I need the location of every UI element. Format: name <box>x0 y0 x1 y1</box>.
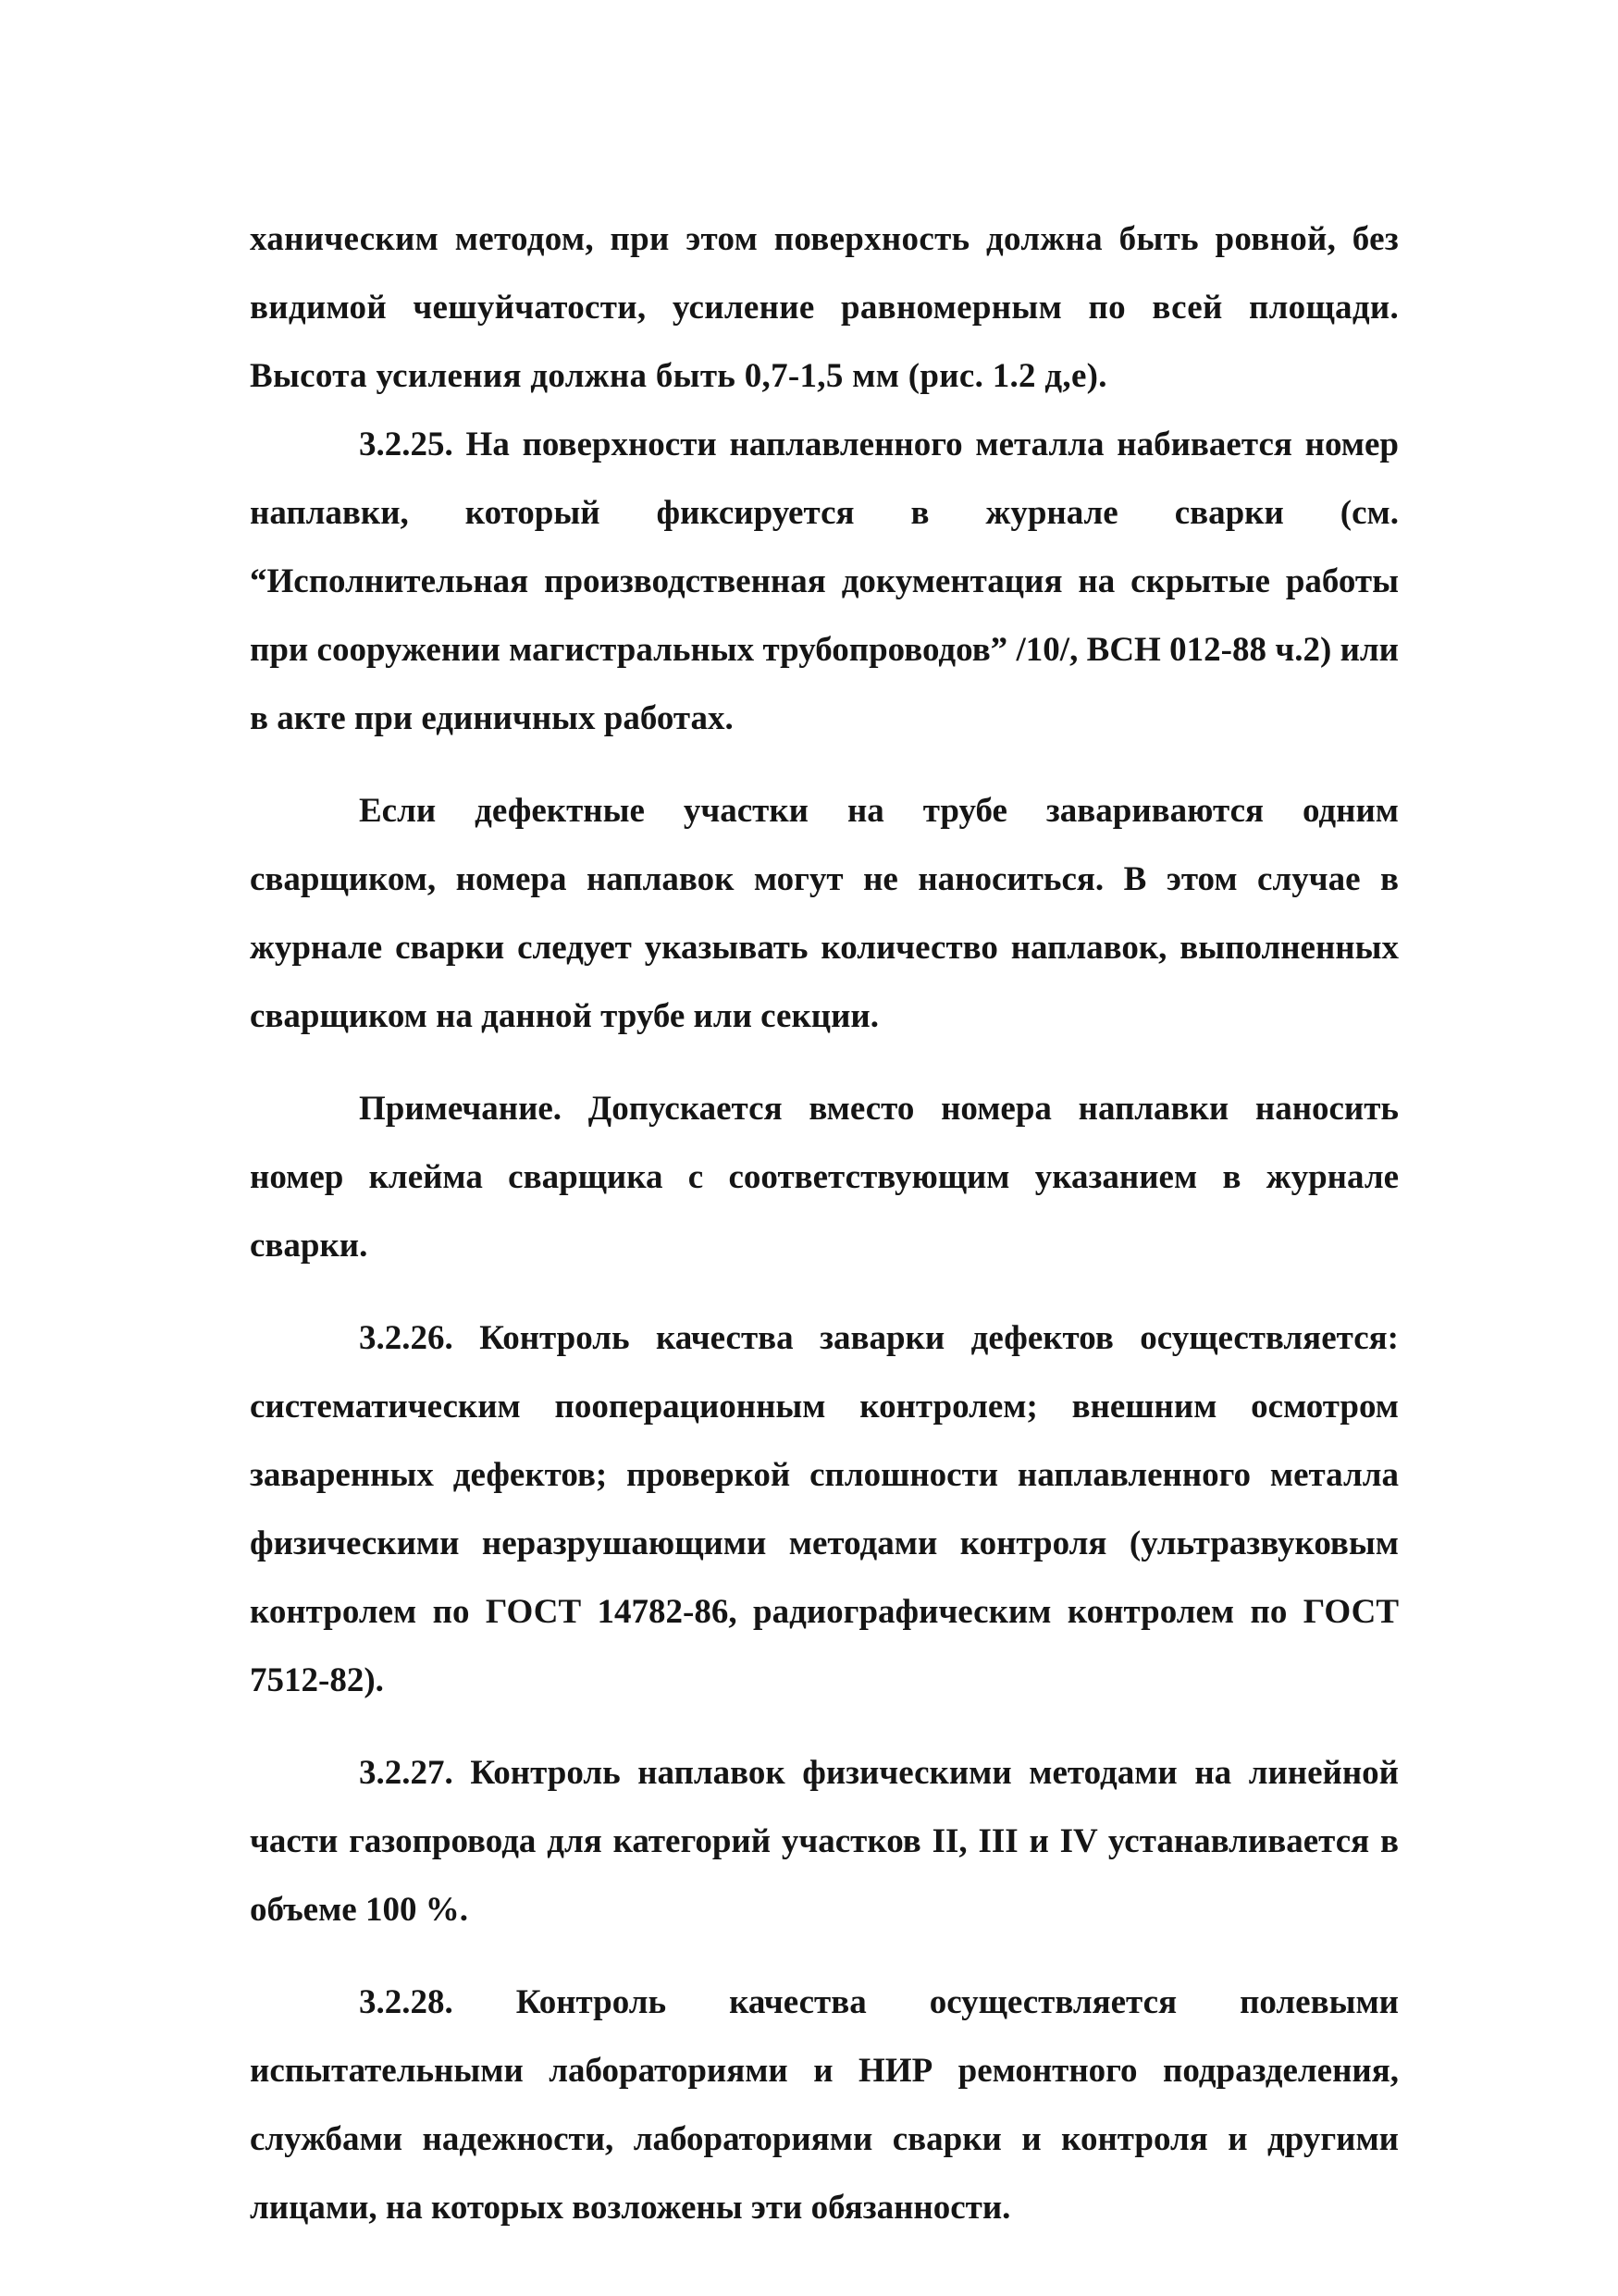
paragraph-3-2-25: 3.2.25. На поверхности наплавленного металла набивается номер наплавки, который фиксируется в журнале сварки (см. “Исполнительная производственная документация на скрытые работы при сооружении магистральных трубопроводов” /10/, ВСН 012-88 ч.2) или в акте при единичных работах. <box>250 426 1399 737</box>
paragraph-single-welder: Если дефектные участки на трубе завариваются одним сварщиком, номера наплавок могут не наноситься. В этом случае в журнале сварки следует указывать количество наплавок, выполненных сварщиком на данной трубе или секции. <box>250 792 1399 1035</box>
document-body <box>250 205 1399 2242</box>
paragraph-continuation: ханическим методом, при этом поверхность должна быть ровной, без видимой чешуйчатости, усиление равномерным по всей площади. Высота усиления должна быть 0,7-1,5 мм (рис. 1.2 д,е). <box>250 220 1399 395</box>
paragraph-3-2-27: 3.2.27. Контроль наплавок физическими методами на линейной части газопровода для категорий участков II, III и IV устанавливается в объеме 100 %. <box>250 1754 1399 1929</box>
paragraph-note: Примечание. Допускается вместо номера наплавки наносить номер клейма сварщика с соответствующим указанием в журнале сварки. <box>250 1090 1399 1265</box>
paragraph-3-2-28: 3.2.28. Контроль качества осуществляется полевыми испытательными лабораториями и НИР ремонтного подразделения, службами надежности, лабораториями сварки и контроля и другими лицами, на которых возложены эти обязанности. <box>250 1983 1399 2227</box>
paragraph-3-2-26: 3.2.26. Контроль качества заварки дефектов осуществляется: систематическим пооперационным контролем; внешним осмотром заваренных дефектов; проверкой сплошности наплавленного металла физическими неразрушающими методами контроля (ультразвуковым контролем по ГОСТ 14782-86, радиографическим контролем по ГОСТ 7512-82). <box>250 1319 1399 1699</box>
